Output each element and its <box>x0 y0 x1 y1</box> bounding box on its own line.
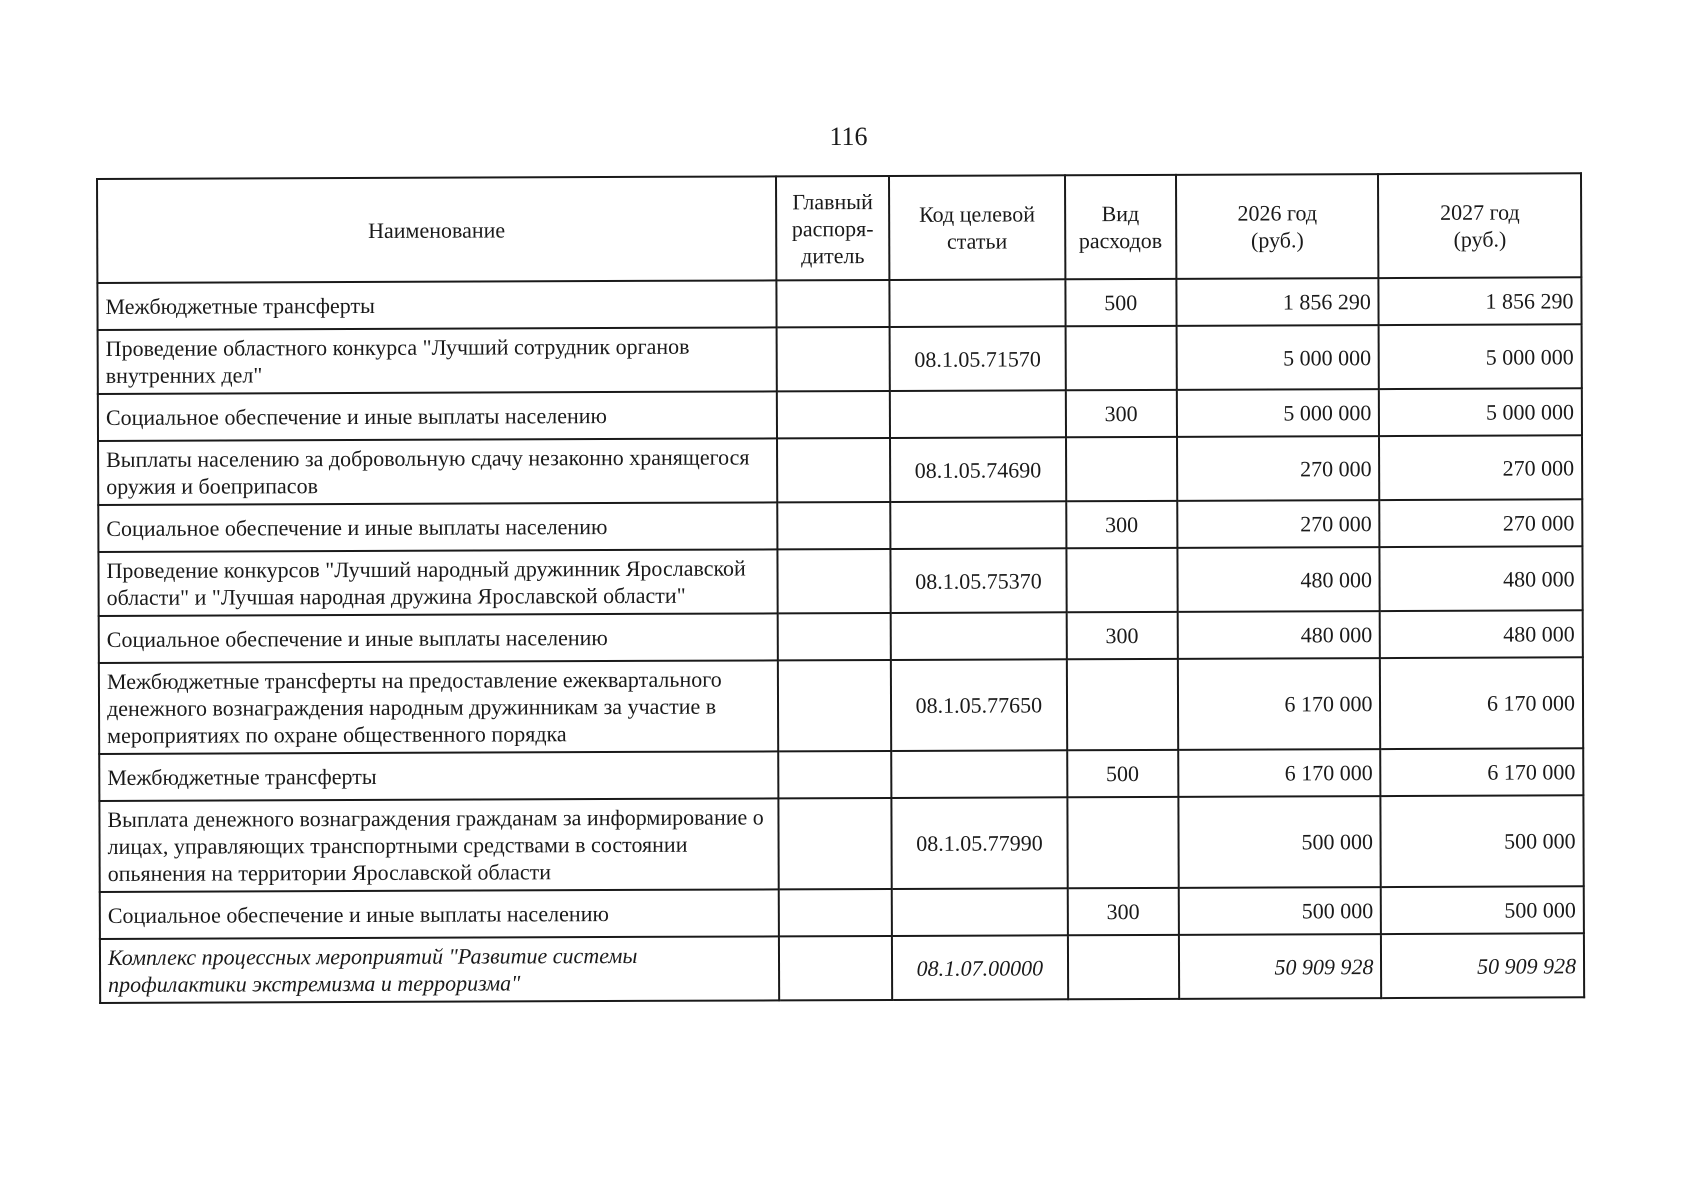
table-row <box>98 324 1582 394</box>
page-number: 116 <box>829 122 868 151</box>
row-type: 300 <box>1065 390 1176 437</box>
row-name: Проведение конкурсов "Лучший народный дружинник Ярославской области" и "Лучшая народная дружина Ярославской области" <box>98 549 777 616</box>
row-2027: 6 170 000 <box>1381 748 1584 796</box>
row-code: 08.1.05.77650 <box>891 659 1067 751</box>
header-2026-line: (руб.) <box>1250 227 1304 253</box>
row-2026: 6 170 000 <box>1178 749 1381 797</box>
table-row <box>100 886 1584 939</box>
row-name: Проведение областного конкурса "Лучший сотрудник органов внутренних дел" <box>98 327 777 394</box>
table-row <box>97 277 1581 330</box>
row-2027: 500 000 <box>1381 795 1584 887</box>
header-admin <box>776 176 890 280</box>
row-name: Межбюджетные трансферты на предоставление ежеквартального денежного вознаграждения народным дружинникам за участие в мероприятиях по охране общественного порядка <box>99 660 778 754</box>
table-row <box>98 499 1582 552</box>
row-type: 300 <box>1066 612 1177 659</box>
row-2026: 480 000 <box>1177 547 1380 612</box>
row-code: 08.1.05.75370 <box>891 548 1067 613</box>
row-2027: 480 000 <box>1380 610 1583 658</box>
table-row <box>99 795 1583 892</box>
row-2026: 5 000 000 <box>1176 325 1379 390</box>
header-type-line: Вид <box>1101 200 1140 227</box>
row-name: Межбюджетные трансферты <box>99 751 778 801</box>
table-row <box>98 388 1582 441</box>
budget-table <box>96 172 1585 1004</box>
row-2026: 270 000 <box>1177 436 1380 501</box>
row-type: 500 <box>1067 750 1178 797</box>
header-code-line: статьи <box>946 228 1008 254</box>
row-admin <box>778 660 892 751</box>
row-2027: 270 000 <box>1379 435 1582 500</box>
row-admin <box>776 280 889 327</box>
table-row <box>99 610 1583 663</box>
row-2027: 480 000 <box>1380 546 1583 611</box>
row-2027: 270 000 <box>1380 499 1583 547</box>
header-code-line: Код целевой <box>918 201 1036 227</box>
row-code <box>890 501 1066 549</box>
row-type <box>1066 659 1178 750</box>
row-type <box>1068 935 1180 999</box>
row-code: 08.1.07.00000 <box>892 935 1068 1000</box>
header-2027 <box>1378 173 1581 278</box>
row-2026: 50 909 928 <box>1179 934 1382 999</box>
table-row <box>99 748 1583 801</box>
row-admin <box>777 391 890 438</box>
row-2026: 270 000 <box>1177 500 1380 548</box>
row-name: Комплекс процессных мероприятий "Развитие системы профилактики экстремизма и терроризма" <box>100 936 779 1003</box>
row-code <box>892 888 1068 936</box>
row-2027: 1 856 290 <box>1379 277 1582 325</box>
row-code <box>891 750 1067 798</box>
row-admin <box>778 798 892 889</box>
row-type <box>1066 548 1178 612</box>
row-admin <box>779 889 892 936</box>
row-admin <box>778 613 891 660</box>
row-2026: 500 000 <box>1179 887 1382 935</box>
row-code: 08.1.05.74690 <box>890 437 1066 502</box>
header-type-line: расходов <box>1078 227 1163 254</box>
row-code <box>891 612 1067 660</box>
header-2026-line: 2026 год <box>1237 200 1318 226</box>
row-type <box>1065 326 1177 390</box>
row-2027: 500 000 <box>1381 886 1584 934</box>
header-2026 <box>1176 174 1379 279</box>
table-body <box>97 277 1584 1003</box>
header-code <box>889 175 1065 280</box>
row-name: Социальное обеспечение и иные выплаты населению <box>100 889 779 939</box>
header-admin-line: распоря- <box>791 215 874 241</box>
row-2027: 5 000 000 <box>1379 324 1582 389</box>
table-header <box>97 173 1581 283</box>
row-name: Межбюджетные трансферты <box>97 280 776 330</box>
row-type: 300 <box>1066 501 1177 548</box>
header-2027-line: 2027 год <box>1440 199 1520 225</box>
row-admin <box>777 549 891 613</box>
row-name: Социальное обеспечение и иные выплаты населению <box>99 613 778 663</box>
row-admin <box>777 438 891 502</box>
row-name: Социальное обеспечение и иные выплаты населению <box>98 391 777 441</box>
header-2027-line: (руб.) <box>1453 226 1507 252</box>
row-code <box>890 279 1066 327</box>
row-2027: 50 909 928 <box>1381 933 1584 998</box>
row-admin <box>778 751 891 798</box>
table-row <box>98 435 1582 505</box>
row-name: Выплата денежного вознаграждения гражданам за информирование о лицах, управляющих транспортными средствами в состоянии опьянения на территории Ярославской области <box>99 798 778 892</box>
row-2026: 1 856 290 <box>1176 278 1379 326</box>
row-type <box>1067 797 1179 888</box>
header-name: Наименование <box>97 176 776 283</box>
header-admin-line: Главный <box>792 188 873 214</box>
row-admin <box>777 502 890 549</box>
row-2027: 5 000 000 <box>1379 388 1582 436</box>
row-2026: 500 000 <box>1178 796 1381 888</box>
row-type <box>1066 437 1178 501</box>
row-2027: 6 170 000 <box>1380 657 1583 749</box>
header-type <box>1065 175 1177 279</box>
row-type: 300 <box>1067 888 1178 935</box>
header-admin-line: дитель <box>801 242 865 268</box>
row-type: 500 <box>1065 279 1176 326</box>
row-2026: 6 170 000 <box>1178 658 1381 750</box>
row-code: 08.1.05.77990 <box>892 797 1068 889</box>
row-code: 08.1.05.71570 <box>890 326 1066 391</box>
table-row <box>100 933 1584 1003</box>
table-row <box>98 546 1582 616</box>
row-name: Выплаты населению за добровольную сдачу незаконно хранящегося оружия и боеприпасов <box>98 438 777 505</box>
table-row <box>99 657 1583 754</box>
row-2026: 5 000 000 <box>1177 389 1380 437</box>
header-row <box>97 173 1581 283</box>
row-admin <box>776 327 890 391</box>
row-2026: 480 000 <box>1178 611 1381 659</box>
row-code <box>890 390 1066 438</box>
row-admin <box>779 936 893 1000</box>
row-name: Социальное обеспечение и иные выплаты населению <box>98 502 777 552</box>
